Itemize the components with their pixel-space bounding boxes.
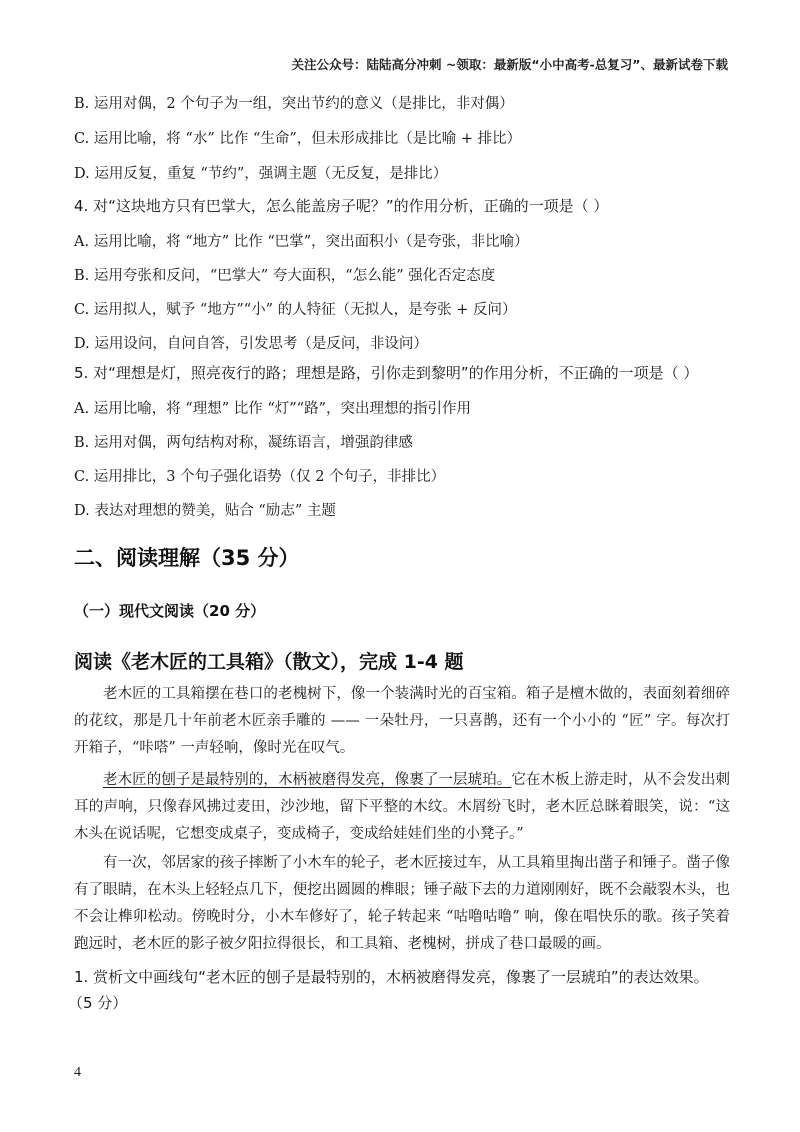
passage-paragraph-3: 有一次，邻居家的孩子摔断了小木车的轮子，老木匠接过车，从工具箱里掏出凿子和锤子。凿子像有了眼睛，在木头上轻轻点几下，便挖出圆圆的榫眼；锤子敲下去的力道刚刚好，既不会敲裂木头，也不会让榫卯松动。傍晚时分，小木车修好了，轮子转起来 “咕噜咕噜” 响，像在唱快乐的歌。孩子笑着跑远时，老木匠的影子被夕阳拉得很长，和工具箱、老槐树，拼成了巷口最暖的画。: [74, 855, 730, 952]
q5-stem: 5. 对“理想是灯，照亮夜行的路；理想是路，引你走到黎明”的作用分析，不正确的一项是（ ）: [74, 364, 699, 382]
q4-stem: 4. 对“这块地方只有巴掌大，怎么能盖房子呢？”的作用分析，正确的一项是（ ）: [74, 197, 609, 215]
page-header: 关注公众号：陆陆高分冲刺 ~领取：最新版“小中高考-总复习”、最新试卷下载: [291, 57, 728, 72]
q5-option-b: B. 运用对偶，两句结构对称，凝练语言，增强韵律感: [74, 435, 413, 451]
page-number: 4: [74, 1065, 81, 1080]
underlined-sentence: 老木匠的刨子是最特别的，木柄被磨得发亮，像裹了一层琥珀。: [103, 772, 512, 788]
q4-option-a: A. 运用比喻，将 “地方” 比作 “巴掌”，突出面积小（是夸张，非比喻）: [74, 234, 529, 250]
q5-option-c: C. 运用排比，3 个句子强化语势（仅 2 个句子，非排比）: [74, 469, 446, 485]
q5-option-a: A. 运用比喻，将 “理想” 比作 “灯”“路”，突出理想的指引作用: [74, 401, 471, 417]
q3-option-c: C. 运用比喻，将 “水” 比作 “生命”，但未形成排比（是比喻 + 排比）: [74, 131, 522, 147]
q3-option-d: D. 运用反复，重复 “节约”，强调主题（无反复，是排比）: [74, 166, 448, 182]
question-1-points: （5 分）: [68, 994, 128, 1012]
q4-option-b: B. 运用夸张和反问，“巴掌大” 夸大面积，“怎么能” 强化否定态度: [74, 268, 496, 284]
passage-paragraph-1: 老木匠的工具箱摆在巷口的老槐树下，像一个装满时光的百宝箱。箱子是檀木做的，表面刻着细碎的花纹，那是几十年前老木匠亲手雕的 —— 一朵牡丹，一只喜鹊，还有一个小小的 “匠” 字。每次打开箱子，“咔嗒” 一声轻响，像时光在叹气。: [74, 686, 730, 756]
subsection-1-title: （一）现代文阅读（20 分）: [74, 602, 266, 620]
passage-paragraph-2: [74, 767, 730, 848]
question-1-stem: 1. 赏析文中画线句“老木匠的刨子是最特别的，木柄被磨得发亮，像裹了一层琥珀”的表达效果。: [74, 968, 709, 986]
q5-option-d: D. 表达对理想的赞美，贴合 “励志” 主题: [74, 503, 336, 519]
section-2-title: 二、阅读理解（35 分）: [74, 546, 300, 570]
q4-option-d: D. 运用设问，自问自答，引发思考（是反问，非设问）: [74, 336, 428, 352]
passage-title: 阅读《老木匠的工具箱》（散文），完成 1-4 题: [74, 651, 464, 673]
passage-paragraph-2-rest: 它在木板上游走时，从不会发出刺耳的声响，只像春风拂过麦田，沙沙地，留下平整的木纹。木屑纷飞时，老木匠总眯着眼笑，说：“这木头在说话呢，它想变成桌子，变成椅子，变成给娃娃们坐的小凳子。”: [74, 772, 731, 842]
q3-option-b: B. 运用对偶，2 个句子为一组，突出节约的意义（是排比，非对偶）: [74, 96, 514, 112]
q4-option-c: C. 运用拟人，赋予 “地方”“小” 的人特征（无拟人，是夸张 + 反问）: [74, 302, 517, 318]
